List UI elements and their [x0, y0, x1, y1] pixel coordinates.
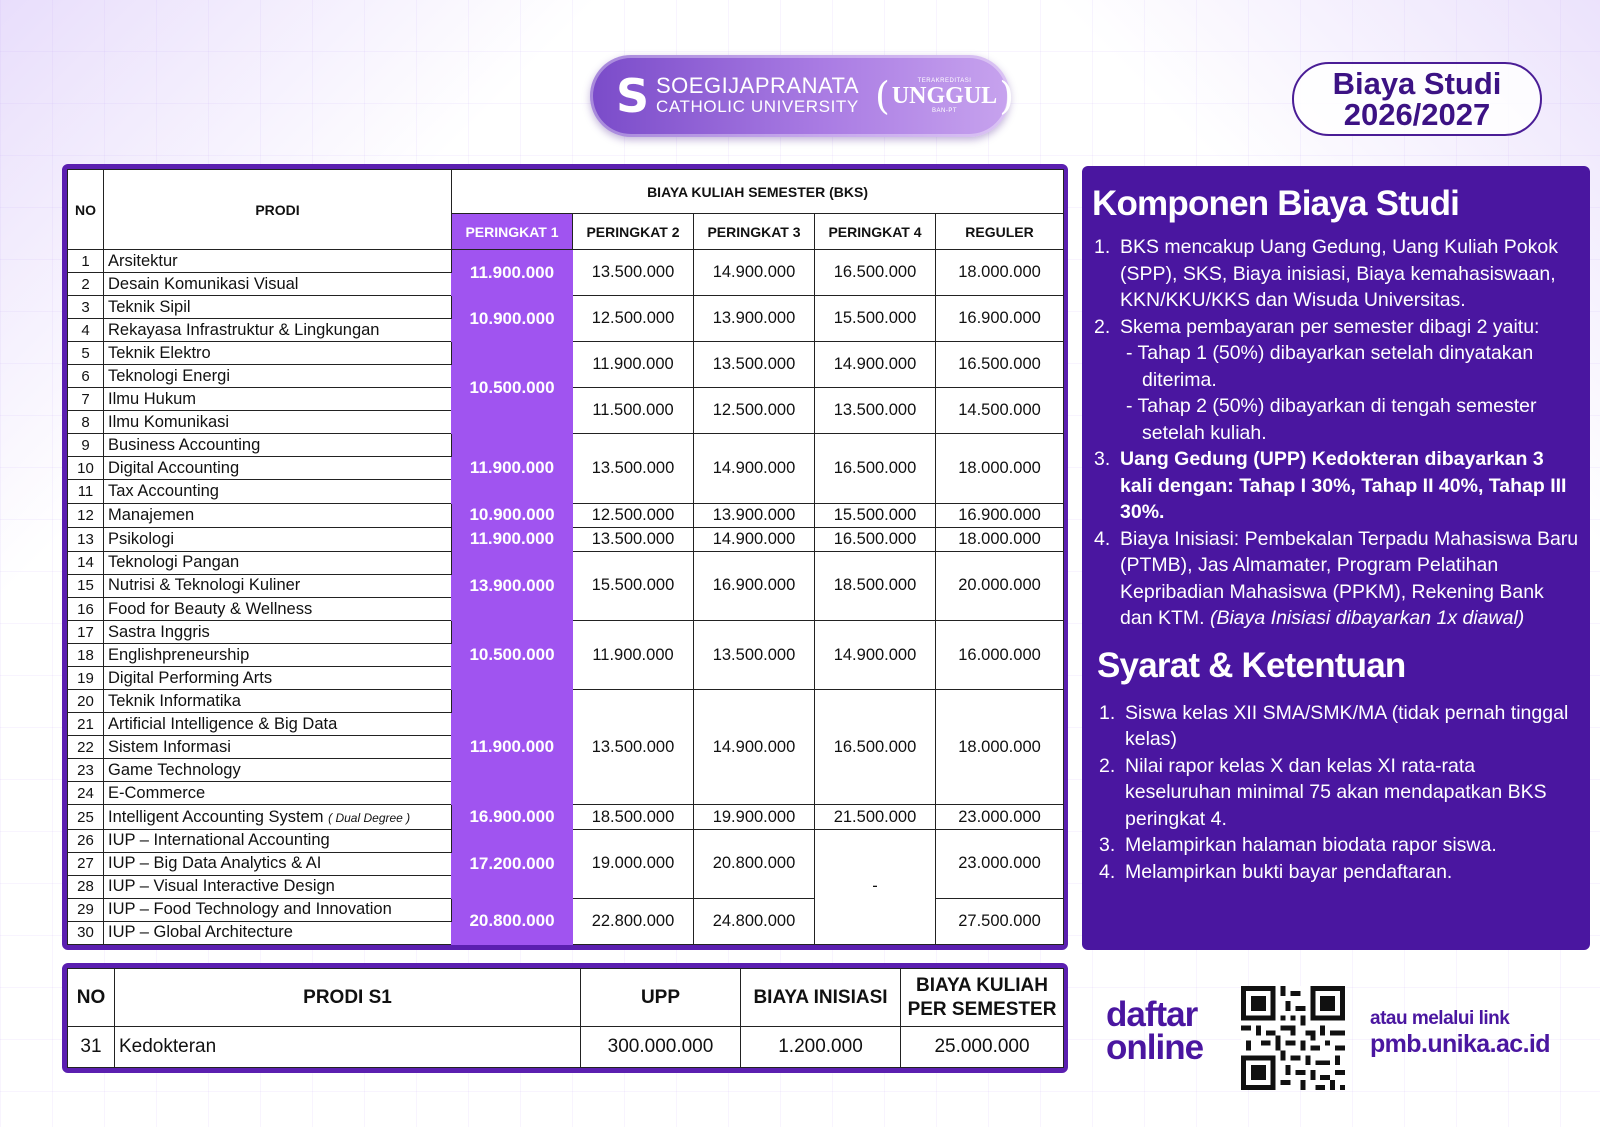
laurel-right-icon: )	[999, 74, 1015, 118]
item-text: Nilai rapor kelas X dan kelas XI rata-rata keseluruhan minimal 75 akan mendapatkan BKS peringkat 4.	[1125, 754, 1547, 830]
medicine-table-container	[62, 963, 1068, 1073]
fee-reguler: 16.900.000	[936, 503, 1064, 527]
qr-code-icon[interactable]	[1241, 986, 1345, 1090]
fee-peringkat-4: 15.500.000	[815, 296, 936, 342]
row-prodi: Ilmu Komunikasi	[104, 411, 452, 434]
fee-peringkat-3: 24.800.000	[694, 898, 815, 944]
syarat-list	[1092, 700, 1580, 886]
fee-reguler: 27.500.000	[936, 898, 1064, 944]
row-no: 17	[68, 621, 104, 644]
syarat-title: Syarat & Ketentuan	[1097, 645, 1406, 685]
table-row	[68, 250, 1064, 273]
row-no: 27	[68, 852, 104, 875]
item-number: 1.	[1099, 701, 1116, 724]
row-prodi: IUP – Visual Interactive Design	[104, 875, 452, 898]
fee-peringkat-3: 13.500.000	[694, 621, 815, 690]
fee-peringkat-4: 16.500.000	[815, 434, 936, 503]
col-header-peringkat-4: PERINGKAT 4	[815, 214, 936, 250]
col-header-bks-line2: PER SEMESTER	[907, 998, 1057, 1020]
fee-peringkat-1: 16.900.000	[452, 805, 573, 829]
row-prodi: Business Accounting	[104, 434, 452, 457]
fee-reguler: 18.000.000	[936, 434, 1064, 503]
fee-peringkat-3: 13.900.000	[694, 503, 815, 527]
fee-peringkat-1: 10.500.000	[452, 342, 573, 434]
table-row	[68, 527, 1064, 551]
item-number: 3.	[1094, 448, 1111, 470]
row-bks: 25.000.000	[901, 1027, 1064, 1068]
fee-reguler: 16.900.000	[936, 296, 1064, 342]
col-header-peringkat-1: PERINGKAT 1	[452, 214, 573, 250]
row-no: 9	[68, 434, 104, 457]
fee-peringkat-1: 10.900.000	[452, 296, 573, 342]
fee-peringkat-3: 16.900.000	[694, 551, 815, 620]
logo-line1: SOEGIJAPRANATA	[656, 73, 860, 98]
fee-peringkat-3: 13.500.000	[694, 342, 815, 388]
fee-peringkat-2: 15.500.000	[573, 551, 694, 620]
row-prodi: Teknologi Pangan	[104, 551, 452, 574]
list-item	[1092, 526, 1580, 632]
fee-peringkat-1: 11.900.000	[452, 434, 573, 503]
fee-peringkat-2: 19.000.000	[573, 829, 694, 898]
row-no: 4	[68, 319, 104, 342]
row-no: 5	[68, 342, 104, 365]
row-prodi: Kedokteran	[115, 1027, 581, 1068]
row-prodi: Digital Performing Arts	[104, 667, 452, 690]
title-line2: 2026/2027	[1343, 97, 1491, 132]
fee-reguler: 18.000.000	[936, 250, 1064, 296]
row-prodi: Sastra Inggris	[104, 621, 452, 644]
row-prodi: Teknik Elektro	[104, 342, 452, 365]
fee-peringkat-2: 11.900.000	[573, 342, 694, 388]
row-no: 26	[68, 829, 104, 852]
komponen-list	[1092, 234, 1580, 632]
fee-peringkat-2: 13.500.000	[573, 527, 694, 551]
row-no: 23	[68, 759, 104, 782]
row-no: 15	[68, 574, 104, 597]
logo-s-icon: S	[616, 69, 650, 123]
row-prodi: Teknik Sipil	[104, 296, 452, 319]
table-row	[68, 829, 1064, 852]
row-no: 19	[68, 667, 104, 690]
logo-line2: CATHOLIC UNIVERSITY	[656, 97, 859, 116]
row-prodi: Arsitektur	[104, 250, 452, 273]
dual-degree-note: ( Dual Degree )	[328, 810, 411, 825]
col-header-biaya-inisiasi: BIAYA INISIASI	[741, 969, 901, 1027]
fee-reguler: 14.500.000	[936, 388, 1064, 434]
row-no: 31	[68, 1027, 115, 1068]
fee-reguler: 18.000.000	[936, 527, 1064, 551]
item-number: 2.	[1099, 754, 1116, 777]
col-header-reguler: REGULER	[936, 214, 1064, 250]
table-row	[68, 551, 1064, 574]
accreditation-main: UNGGUL	[891, 83, 998, 109]
fee-peringkat-1: 11.900.000	[452, 250, 573, 296]
row-no: 13	[68, 527, 104, 551]
registration-link-block	[1370, 1008, 1550, 1058]
table-row	[68, 296, 1064, 319]
fee-peringkat-4: 18.500.000	[815, 551, 936, 620]
row-no: 25	[68, 805, 104, 829]
row-no: 11	[68, 480, 104, 503]
row-no: 16	[68, 598, 104, 621]
item-text: Melampirkan halaman biodata rapor siswa.	[1125, 834, 1497, 856]
table-row	[68, 690, 1064, 713]
title-line1: Biaya Studi	[1332, 66, 1502, 101]
fee-peringkat-4: 16.500.000	[815, 690, 936, 805]
fee-peringkat-3: 14.900.000	[694, 690, 815, 805]
laurel-left-icon: (	[875, 74, 890, 118]
row-prodi: Digital Accounting	[104, 457, 452, 480]
fee-peringkat-4: -	[815, 829, 936, 944]
fee-peringkat-3: 12.500.000	[694, 388, 815, 434]
list-item	[1092, 314, 1580, 447]
item-text: Melampirkan bukti bayar pendaftaran.	[1125, 860, 1453, 883]
accreditation-bottom: BAN-PT	[932, 108, 958, 114]
table-row	[68, 503, 1064, 527]
row-no: 22	[68, 736, 104, 759]
row-no: 14	[68, 551, 104, 574]
row-no: 28	[68, 875, 104, 898]
fee-peringkat-1: 17.200.000	[452, 829, 573, 898]
list-item	[1092, 700, 1580, 753]
row-no: 3	[68, 296, 104, 319]
row-prodi: Psikologi	[104, 527, 452, 551]
fee-peringkat-1: 10.500.000	[452, 621, 573, 690]
row-prodi: Game Technology	[104, 759, 452, 782]
row-prodi: Rekayasa Infrastruktur & Lingkungan	[104, 319, 452, 342]
fee-table	[67, 169, 1064, 945]
row-prodi: Ilmu Hukum	[104, 388, 452, 411]
row-prodi: Food for Beauty & Wellness	[104, 598, 452, 621]
fee-peringkat-3: 13.900.000	[694, 296, 815, 342]
row-no: 2	[68, 273, 104, 296]
fee-peringkat-4: 16.500.000	[815, 527, 936, 551]
fee-reguler: 18.000.000	[936, 690, 1064, 805]
fee-reguler: 23.000.000	[936, 805, 1064, 829]
fee-peringkat-2: 13.500.000	[573, 250, 694, 296]
row-prodi: Teknologi Energi	[104, 365, 452, 388]
col-header-peringkat-2: PERINGKAT 2	[573, 214, 694, 250]
fee-peringkat-1: 20.800.000	[452, 898, 573, 944]
fee-reguler: 23.000.000	[936, 829, 1064, 898]
item-number: 3.	[1099, 834, 1116, 856]
komponen-title: Komponen Biaya Studi	[1092, 184, 1460, 223]
table-row	[68, 805, 1064, 829]
item-text: Biaya Inisiasi: Pembekalan Terpadu Mahasiswa Baru (PTMB), Jas Almamater, Program Pelatihan Kepribadian Mahasiswa (PPKM), Rekening Bank dan KTM.	[1120, 527, 1579, 629]
registration-link[interactable]: pmb.unika.ac.id	[1370, 1030, 1550, 1058]
fee-peringkat-2: 13.500.000	[573, 434, 694, 503]
col-header-peringkat-3: PERINGKAT 3	[694, 214, 815, 250]
row-prodi: Teknik Informatika	[104, 690, 452, 713]
row-prodi: Englishpreneurship	[104, 644, 452, 667]
item-number: 4.	[1094, 527, 1111, 550]
row-no: 12	[68, 503, 104, 527]
fee-peringkat-1: 11.900.000	[452, 527, 573, 551]
daftar-online-label	[1106, 995, 1204, 1067]
fee-peringkat-4: 14.900.000	[815, 621, 936, 690]
row-inisiasi: 1.200.000	[741, 1027, 901, 1068]
row-no: 1	[68, 250, 104, 273]
fee-peringkat-3: 20.800.000	[694, 829, 815, 898]
fee-reguler: 16.000.000	[936, 621, 1064, 690]
row-no: 7	[68, 388, 104, 411]
table-row	[68, 621, 1064, 644]
daftar-line1: daftar	[1106, 995, 1198, 1034]
item-text: Uang Gedung (UPP) Kedokteran dibayarkan 3 kali dengan: Tahap I 30%, Tahap II 40%, Tahap III 30%.	[1120, 448, 1567, 523]
table-row	[68, 1027, 1064, 1068]
row-no: 30	[68, 921, 104, 944]
fee-peringkat-3: 14.900.000	[694, 434, 815, 503]
row-prodi: IUP – Global Architecture	[104, 921, 452, 944]
row-no: 18	[68, 644, 104, 667]
fee-peringkat-1: 10.900.000	[452, 503, 573, 527]
fee-peringkat-2: 11.900.000	[573, 621, 694, 690]
medicine-table	[67, 968, 1064, 1068]
row-prodi: Desain Komunikasi Visual	[104, 273, 452, 296]
row-prodi: IUP – International Accounting	[104, 829, 452, 852]
list-item	[1092, 859, 1580, 886]
row-upp: 300.000.000	[581, 1027, 741, 1068]
row-prodi-name: Intelligent Accounting System	[108, 807, 324, 826]
row-no: 6	[68, 365, 104, 388]
fee-peringkat-2: 12.500.000	[573, 296, 694, 342]
page-title	[1292, 62, 1542, 136]
row-prodi: Sistem Informasi	[104, 736, 452, 759]
row-no: 20	[68, 690, 104, 713]
fee-peringkat-2: 13.500.000	[573, 690, 694, 805]
row-prodi: E-Commerce	[104, 782, 452, 805]
row-no: 8	[68, 411, 104, 434]
col-header-upp: UPP	[581, 969, 741, 1027]
fee-table-container	[62, 164, 1068, 950]
fee-reguler: 20.000.000	[936, 551, 1064, 620]
item-text: Siswa kelas XII SMA/SMK/MA (tidak pernah tinggal kelas)	[1125, 701, 1569, 750]
fee-peringkat-2: 18.500.000	[573, 805, 694, 829]
row-no: 10	[68, 457, 104, 480]
fee-peringkat-2: 11.500.000	[573, 388, 694, 434]
col-header-bks: BIAYA KULIAH SEMESTER (BKS)	[452, 170, 1064, 214]
list-item	[1092, 234, 1580, 314]
col-header-no: NO	[68, 170, 104, 250]
fee-peringkat-4: 21.500.000	[815, 805, 936, 829]
fee-peringkat-2: 12.500.000	[573, 503, 694, 527]
item-subtext: - Tahap 1 (50%) dibayarkan setelah dinyatakan diterima.	[1126, 342, 1534, 391]
list-item	[1092, 753, 1580, 833]
row-prodi	[104, 805, 452, 829]
fee-peringkat-3: 14.900.000	[694, 250, 815, 296]
row-no: 24	[68, 782, 104, 805]
row-no: 29	[68, 898, 104, 921]
item-number: 4.	[1099, 860, 1116, 883]
fee-peringkat-4: 15.500.000	[815, 503, 936, 527]
row-prodi: Tax Accounting	[104, 480, 452, 503]
daftar-line2: online	[1106, 1028, 1204, 1067]
row-prodi: IUP – Big Data Analytics & AI	[104, 852, 452, 875]
fee-peringkat-3: 19.900.000	[694, 805, 815, 829]
row-prodi: Nutrisi & Teknologi Kuliner	[104, 574, 452, 597]
accreditation-top: TERAKREDITASI	[917, 78, 972, 84]
fee-peringkat-2: 22.800.000	[573, 898, 694, 944]
university-logo	[590, 55, 1015, 137]
row-no: 21	[68, 713, 104, 736]
item-subtext: - Tahap 2 (50%) dibayarkan di tengah semester setelah kuliah.	[1126, 395, 1537, 444]
table-row	[68, 434, 1064, 457]
col-header-prodi: PRODI	[104, 170, 452, 250]
fee-peringkat-1: 13.900.000	[452, 551, 573, 620]
row-prodi: IUP – Food Technology and Innovation	[104, 898, 452, 921]
row-prodi: Manajemen	[104, 503, 452, 527]
row-prodi: Artificial Intelligence & Big Data	[104, 713, 452, 736]
list-item	[1092, 832, 1580, 859]
fee-peringkat-1: 11.900.000	[452, 690, 573, 805]
fee-reguler: 16.500.000	[936, 342, 1064, 388]
item-text: Skema pembayaran per semester dibagi 2 yaitu:	[1120, 315, 1540, 338]
col-header-prodi-s1: PRODI S1	[115, 969, 581, 1027]
fee-peringkat-3: 14.900.000	[694, 527, 815, 551]
accreditation-badge	[875, 74, 1015, 118]
col-header-no: NO	[68, 969, 115, 1027]
list-item	[1092, 446, 1580, 526]
item-text: BKS mencakup Uang Gedung, Uang Kuliah Pokok (SPP), SKS, Biaya inisiasi, Biaya kemahasiswaan, KKN/KKU/KKS dan Wisuda Universitas.	[1120, 236, 1558, 311]
item-number: 2.	[1094, 315, 1111, 338]
item-number: 1.	[1094, 236, 1111, 258]
col-header-bks-semester	[901, 969, 1064, 1027]
col-header-bks-line1: BIAYA KULIAH	[916, 974, 1048, 996]
fee-peringkat-4: 14.900.000	[815, 342, 936, 388]
alt-link-label: atau melalui link	[1370, 1008, 1510, 1029]
info-panel	[1082, 166, 1590, 950]
table-row	[68, 342, 1064, 365]
fee-peringkat-4: 16.500.000	[815, 250, 936, 296]
fee-peringkat-4: 13.500.000	[815, 388, 936, 434]
item-note: (Biaya Inisiasi dibayarkan 1x diawal)	[1209, 607, 1525, 629]
